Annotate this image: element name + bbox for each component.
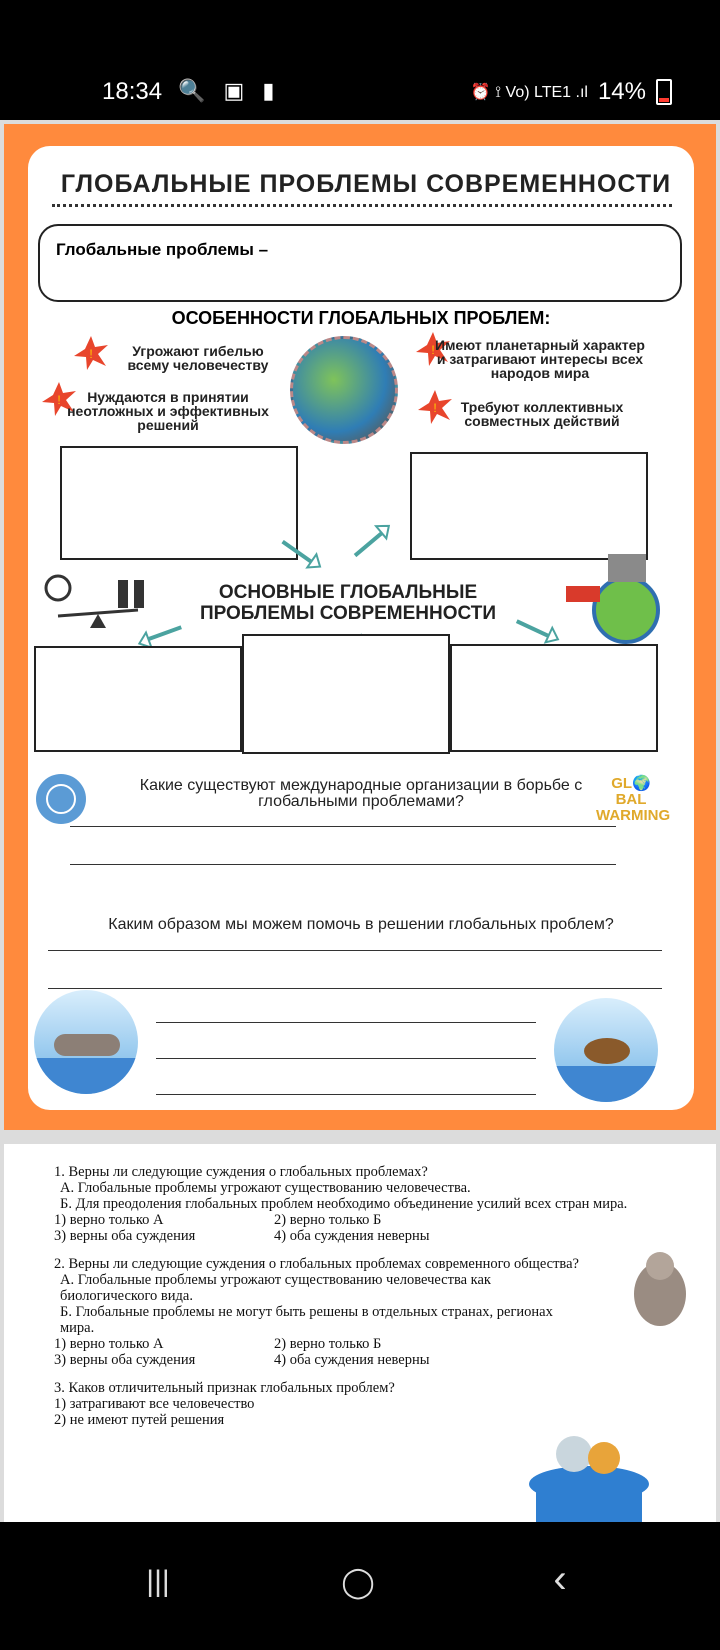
q2-option-4: 4) оба суждения неверны bbox=[274, 1352, 430, 1368]
home-button[interactable]: ◯ bbox=[328, 1562, 388, 1602]
worksheet-title: ГЛОБАЛЬНЫЕ ПРОБЛЕМЫ СОВРЕМЕННОСТИ bbox=[60, 170, 672, 198]
warning-burst-icon bbox=[418, 390, 452, 424]
q3-option-2: 2) не имеют путей решения bbox=[54, 1412, 225, 1428]
answer-line bbox=[156, 1022, 536, 1023]
status-time: 18:34 bbox=[102, 78, 163, 105]
svg-text:!: ! bbox=[431, 343, 435, 357]
title-underline bbox=[52, 204, 672, 207]
test-page bbox=[4, 1144, 716, 1522]
features-title: ОСОБЕННОСТИ ГЛОБАЛЬНЫХ ПРОБЛЕМ: bbox=[171, 308, 551, 328]
polluted-earth-icon bbox=[564, 546, 674, 646]
q1-statement-b: Б. Для преодоления глобальных проблем необходимо объединение усилий всех стран мира. bbox=[60, 1196, 628, 1212]
navigation-bar bbox=[0, 1522, 720, 1650]
feature-4: Требуют коллективных совместных действий bbox=[460, 399, 624, 429]
definition-box bbox=[38, 224, 682, 302]
battery-percent: 14% bbox=[597, 78, 646, 105]
status-right bbox=[471, 78, 672, 106]
notification-icons: 🔍 ▣ ▮ bbox=[178, 78, 281, 103]
answer-box bbox=[242, 634, 450, 754]
seal-sticker-icon bbox=[620, 1244, 700, 1334]
answer-box bbox=[60, 446, 298, 560]
scales-family-icon bbox=[38, 566, 168, 630]
answer-line bbox=[48, 950, 662, 951]
q2-statement-b: Б. Глобальные проблемы не могут быть решены в отдельных странах, регионах мира. bbox=[60, 1304, 553, 1336]
back-button[interactable]: ‹ bbox=[530, 1556, 590, 1596]
test-questions bbox=[54, 1164, 674, 1428]
arrow-icon bbox=[275, 530, 328, 577]
q2-statement-a: А. Глобальные проблемы угрожают существованию человечества как биологического вида. bbox=[60, 1272, 491, 1304]
seal-icon bbox=[54, 1034, 120, 1056]
global-warming-logo: GL🌍BAL WARMING bbox=[596, 775, 671, 824]
arrow-icon bbox=[346, 515, 398, 564]
warning-burst-icon bbox=[74, 336, 108, 370]
feature-2: Нуждаются в принятии неотложных и эффективных решений bbox=[67, 389, 269, 433]
q2-option-2: 2) верно только Б bbox=[274, 1336, 382, 1352]
answer-line bbox=[70, 826, 616, 827]
q1-option-3: 3) верны оба суждения bbox=[54, 1228, 196, 1244]
signal-icons: ⏰ ⟟ Vo) LTE1 .ıl bbox=[470, 84, 588, 101]
answer-line bbox=[156, 1094, 536, 1095]
q3-text: 3. Каков отличительный признак глобальных проблем? bbox=[54, 1380, 395, 1396]
q1-option-1: 1) верно только А bbox=[54, 1212, 164, 1228]
question-help: Каким образом мы можем помочь в решении глобальных проблем? bbox=[108, 916, 614, 933]
q3-option-1: 1) затрагивают все человечество bbox=[54, 1396, 255, 1412]
document-viewer[interactable] bbox=[0, 120, 720, 1522]
q2-text: 2. Верны ли следующие суждения о глобальных проблемах современного общества? bbox=[54, 1256, 579, 1272]
turtle-illustration bbox=[554, 998, 658, 1102]
status-bar bbox=[0, 0, 720, 120]
battery-icon bbox=[656, 79, 672, 105]
q1-option-4: 4) оба суждения неверны bbox=[274, 1228, 430, 1244]
answer-line bbox=[70, 864, 616, 865]
feature-1: Угрожают гибелью всему человечеству bbox=[127, 343, 269, 373]
un-emblem-icon bbox=[36, 774, 86, 824]
q1-statement-a: А. Глобальные проблемы угрожают существованию человечества. bbox=[60, 1180, 471, 1196]
trash-bin-icon bbox=[524, 1414, 654, 1522]
svg-text:!: ! bbox=[89, 347, 93, 361]
svg-text:!: ! bbox=[433, 401, 437, 415]
q2-option-3: 3) верны оба суждения bbox=[54, 1352, 196, 1368]
main-problems-title: ОСНОВНЫЕ ГЛОБАЛЬНЫЕ ПРОБЛЕМЫ СОВРЕМЕННОСТИ bbox=[199, 582, 497, 624]
earth-globe-illustration bbox=[290, 336, 398, 444]
svg-text:!: ! bbox=[57, 393, 61, 407]
answer-line bbox=[48, 988, 662, 989]
q1-text: 1. Верны ли следующие суждения о глобальных проблемах? bbox=[54, 1164, 428, 1180]
answer-box bbox=[410, 452, 648, 560]
recent-apps-button[interactable]: ||| bbox=[128, 1562, 188, 1602]
worksheet-page bbox=[4, 124, 716, 1130]
q1-option-2: 2) верно только Б bbox=[274, 1212, 382, 1228]
feature-3: Имеют планетарный характер и затрагивают интересы всех народов мира bbox=[435, 337, 645, 381]
turtle-icon bbox=[584, 1038, 630, 1064]
question-organizations: Какие существуют международные организации в борьбе с глобальными проблемами? bbox=[139, 777, 583, 810]
q2-option-1: 1) верно только А bbox=[54, 1336, 164, 1352]
worksheet-sheet bbox=[28, 146, 694, 1110]
answer-box bbox=[34, 646, 242, 752]
seal-illustration bbox=[34, 990, 138, 1094]
answer-line bbox=[156, 1058, 536, 1059]
definition-label: Глобальные проблемы – bbox=[56, 240, 269, 259]
answer-box bbox=[450, 644, 658, 752]
